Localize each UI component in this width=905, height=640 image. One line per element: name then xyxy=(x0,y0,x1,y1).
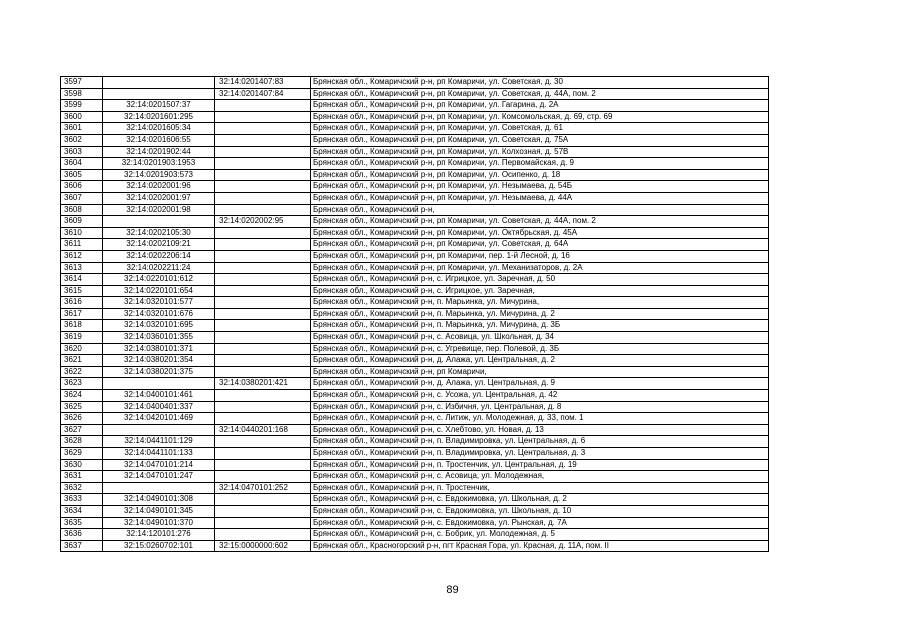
address-cell: Брянская обл., Комаричский р-н, д. Алажа, ул. Центральная, д. 2 xyxy=(311,355,769,367)
related-cadastral-number-cell xyxy=(215,100,311,112)
row-number: 3612 xyxy=(61,250,103,262)
address-cell: Брянская обл., Комаричский р-н, рп Комаричи, ул. Советская, д. 30 xyxy=(311,77,769,89)
cadastral-number-cell: 32:14:0320101:577 xyxy=(103,297,215,309)
cadastral-number-cell: 32:14:0400101:461 xyxy=(103,390,215,402)
table-row xyxy=(61,285,769,297)
row-number: 3609 xyxy=(61,216,103,228)
related-cadastral-number-cell xyxy=(215,459,311,471)
related-cadastral-number-cell: 32:14:0440201:168 xyxy=(215,424,311,436)
address-cell: Брянская обл., Комаричский р-н, с. Избичня, ул. Центральная, д. 8 xyxy=(311,401,769,413)
address-cell: Брянская обл., Комаричский р-н, с. Игрицкое, ул. Заречная, xyxy=(311,285,769,297)
table-row xyxy=(61,227,769,239)
property-table xyxy=(60,76,769,552)
table-row xyxy=(61,320,769,332)
table-row xyxy=(61,100,769,112)
related-cadastral-number-cell xyxy=(215,239,311,251)
row-number: 3601 xyxy=(61,123,103,135)
related-cadastral-number-cell xyxy=(215,448,311,460)
related-cadastral-number-cell xyxy=(215,401,311,413)
address-cell: Брянская обл., Комаричский р-н, п. Марьинка, ул. Мичурина, д. 2 xyxy=(311,308,769,320)
cadastral-number-cell: 32:14:0202211:24 xyxy=(103,262,215,274)
row-number: 3622 xyxy=(61,366,103,378)
related-cadastral-number-cell xyxy=(215,227,311,239)
row-number: 3624 xyxy=(61,390,103,402)
address-cell: Брянская обл., Комаричский р-н, п. Марьинка, ул. Мичурина, д. 3Б xyxy=(311,320,769,332)
row-number: 3608 xyxy=(61,204,103,216)
table-row xyxy=(61,529,769,541)
row-number: 3625 xyxy=(61,401,103,413)
table-row xyxy=(61,355,769,367)
table-row xyxy=(61,158,769,170)
row-number: 3607 xyxy=(61,192,103,204)
table-row xyxy=(61,123,769,135)
address-cell: Брянская обл., Комаричский р-н, с. Асовица, ул. Молодежная, xyxy=(311,471,769,483)
table-row xyxy=(61,239,769,251)
table-row xyxy=(61,262,769,274)
address-cell: Брянская обл., Комаричский р-н, рп Комаричи, ул. Первомайская, д. 9 xyxy=(311,158,769,170)
cadastral-number-cell: 32:14:0202001:98 xyxy=(103,204,215,216)
cadastral-number-cell: 32:14:0202105:30 xyxy=(103,227,215,239)
related-cadastral-number-cell xyxy=(215,169,311,181)
table-row xyxy=(61,146,769,158)
cadastral-number-cell: 32:14:0420101:469 xyxy=(103,413,215,425)
address-cell: Брянская обл., Комаричский р-н, с. Усожа, ул. Центральная, д. 42 xyxy=(311,390,769,402)
address-cell: Брянская обл., Комаричский р-н, рп Комаричи, ул. Советская, д. 44А, пом. 2 xyxy=(311,88,769,100)
row-number: 3603 xyxy=(61,146,103,158)
row-number: 3618 xyxy=(61,320,103,332)
table-row xyxy=(61,297,769,309)
cadastral-number-cell xyxy=(103,216,215,228)
row-number: 3635 xyxy=(61,517,103,529)
address-cell: Брянская обл., Комаричский р-н, рп Комаричи, ул. Советская, д. 61 xyxy=(311,123,769,135)
address-cell: Брянская обл., Комаричский р-н, рп Комаричи, ул. Механизаторов, д. 2А xyxy=(311,262,769,274)
row-number: 3599 xyxy=(61,100,103,112)
related-cadastral-number-cell xyxy=(215,158,311,170)
row-number: 3619 xyxy=(61,332,103,344)
table-row xyxy=(61,332,769,344)
row-number: 3636 xyxy=(61,529,103,541)
cadastral-number-cell: 32:14:0360101:355 xyxy=(103,332,215,344)
row-number: 3606 xyxy=(61,181,103,193)
row-number: 3598 xyxy=(61,88,103,100)
row-number: 3627 xyxy=(61,424,103,436)
table-row xyxy=(61,494,769,506)
address-cell: Брянская обл., Комаричский р-н, п. Владимировка, ул. Центральная, д. 6 xyxy=(311,436,769,448)
row-number: 3630 xyxy=(61,459,103,471)
table-row xyxy=(61,204,769,216)
cadastral-number-cell: 32:14:0201605:34 xyxy=(103,123,215,135)
row-number: 3633 xyxy=(61,494,103,506)
cadastral-number-cell: 32:14:0470101:247 xyxy=(103,471,215,483)
related-cadastral-number-cell xyxy=(215,134,311,146)
address-cell: Брянская обл., Комаричский р-н, рп Комаричи, ул. Советская, д. 44А, пом. 2 xyxy=(311,216,769,228)
row-number: 3632 xyxy=(61,482,103,494)
related-cadastral-number-cell: 32:14:0202002:95 xyxy=(215,216,311,228)
address-cell: Брянская обл., Комаричский р-н, рп Комаричи, ул. Незымаева, д. 54Б xyxy=(311,181,769,193)
table-row xyxy=(61,448,769,460)
related-cadastral-number-cell xyxy=(215,146,311,158)
address-cell: Брянская обл., Комаричский р-н, п. Марьинка, ул. Мичурина, xyxy=(311,297,769,309)
address-cell: Брянская обл., Комаричский р-н, с. Литиж, ул. Молодежная, д. 33, пом. 1 xyxy=(311,413,769,425)
cadastral-number-cell: 32:14:0380101:371 xyxy=(103,343,215,355)
address-cell: Брянская обл., Комаричский р-н, с. Евдокимовка, ул. Школьная, д. 2 xyxy=(311,494,769,506)
related-cadastral-number-cell xyxy=(215,529,311,541)
cadastral-number-cell: 32:14:0320101:676 xyxy=(103,308,215,320)
row-number: 3620 xyxy=(61,343,103,355)
address-cell: Брянская обл., Красногорский р-н, пгт Красная Гора, ул. Красная, д. 11А, пом. II xyxy=(311,540,769,552)
cadastral-number-cell xyxy=(103,378,215,390)
cadastral-number-cell: 32:14:0380201:354 xyxy=(103,355,215,367)
related-cadastral-number-cell: 32:14:0470101:252 xyxy=(215,482,311,494)
related-cadastral-number-cell xyxy=(215,181,311,193)
cadastral-number-cell: 32:14:0220101:612 xyxy=(103,274,215,286)
related-cadastral-number-cell xyxy=(215,343,311,355)
related-cadastral-number-cell: 32:14:0201407:83 xyxy=(215,77,311,89)
address-cell: Брянская обл., Комаричский р-н, с. Асовица, ул. Школьная, д. 34 xyxy=(311,332,769,344)
cadastral-number-cell: 32:14:0470101:214 xyxy=(103,459,215,471)
table-row xyxy=(61,274,769,286)
related-cadastral-number-cell xyxy=(215,297,311,309)
table-body xyxy=(61,77,769,552)
cadastral-number-cell xyxy=(103,482,215,494)
table-row xyxy=(61,192,769,204)
cadastral-number-cell: 32:14:0201507:37 xyxy=(103,100,215,112)
cadastral-number-cell xyxy=(103,88,215,100)
row-number: 3611 xyxy=(61,239,103,251)
row-number: 3615 xyxy=(61,285,103,297)
table-row xyxy=(61,436,769,448)
address-cell: Брянская обл., Комаричский р-н, д. Алажа, ул. Центральная, д. 9 xyxy=(311,378,769,390)
related-cadastral-number-cell xyxy=(215,320,311,332)
cadastral-number-cell: 32:14:0201903:573 xyxy=(103,169,215,181)
table-row xyxy=(61,169,769,181)
related-cadastral-number-cell: 32:15:0000000:602 xyxy=(215,540,311,552)
related-cadastral-number-cell xyxy=(215,494,311,506)
related-cadastral-number-cell: 32:14:0380201:421 xyxy=(215,378,311,390)
cadastral-number-cell: 32:14:0202001:97 xyxy=(103,192,215,204)
related-cadastral-number-cell xyxy=(215,355,311,367)
row-number: 3597 xyxy=(61,77,103,89)
table-row xyxy=(61,88,769,100)
row-number: 3628 xyxy=(61,436,103,448)
row-number: 3610 xyxy=(61,227,103,239)
cadastral-number-cell: 32:14:0220101:654 xyxy=(103,285,215,297)
row-number: 3617 xyxy=(61,308,103,320)
cadastral-number-cell: 32:14:0490101:370 xyxy=(103,517,215,529)
address-cell: Брянская обл., Комаричский р-н, п. Владимировка, ул. Центральная, д. 3 xyxy=(311,448,769,460)
related-cadastral-number-cell xyxy=(215,123,311,135)
row-number: 3602 xyxy=(61,134,103,146)
table-row xyxy=(61,134,769,146)
row-number: 3604 xyxy=(61,158,103,170)
table-row xyxy=(61,378,769,390)
related-cadastral-number-cell xyxy=(215,436,311,448)
address-cell: Брянская обл., Комаричский р-н, рп Комаричи, ул. Гагарина, д. 2А xyxy=(311,100,769,112)
row-number: 3634 xyxy=(61,505,103,517)
row-number: 3616 xyxy=(61,297,103,309)
address-cell: Брянская обл., Комаричский р-н, рп Комаричи, ул. Осипенко, д. 18 xyxy=(311,169,769,181)
table-row xyxy=(61,517,769,529)
address-cell: Брянская обл., Комаричский р-н, с. Бобрик, ул. Молодежная, д. 5 xyxy=(311,529,769,541)
related-cadastral-number-cell xyxy=(215,111,311,123)
table-row xyxy=(61,216,769,228)
cadastral-number-cell xyxy=(103,77,215,89)
address-cell: Брянская обл., Комаричский р-н, рп Комаричи, ул. Октябрьская, д. 45А xyxy=(311,227,769,239)
page-number: 89 xyxy=(446,584,459,596)
cadastral-number-cell: 32:14:0201903:1953 xyxy=(103,158,215,170)
cadastral-number-cell: 32:14:0490101:345 xyxy=(103,505,215,517)
table-row xyxy=(61,505,769,517)
table-row xyxy=(61,540,769,552)
address-cell: Брянская обл., Комаричский р-н, рп Комаричи, ул. Советская, д. 75А xyxy=(311,134,769,146)
cadastral-number-cell: 32:14:0202206:14 xyxy=(103,250,215,262)
related-cadastral-number-cell xyxy=(215,505,311,517)
table-row xyxy=(61,390,769,402)
row-number: 3621 xyxy=(61,355,103,367)
row-number: 3631 xyxy=(61,471,103,483)
related-cadastral-number-cell xyxy=(215,517,311,529)
related-cadastral-number-cell xyxy=(215,332,311,344)
row-number: 3605 xyxy=(61,169,103,181)
address-cell: Брянская обл., Комаричский р-н, п. Тростенчик, xyxy=(311,482,769,494)
related-cadastral-number-cell xyxy=(215,390,311,402)
cadastral-number-cell: 32:14:0202001:96 xyxy=(103,181,215,193)
table-row xyxy=(61,111,769,123)
table-row xyxy=(61,77,769,89)
cadastral-number-cell: 32:14:0441101:133 xyxy=(103,448,215,460)
address-cell: Брянская обл., Комаричский р-н, с. Игрицкое, ул. Заречная, д. 50 xyxy=(311,274,769,286)
table-row xyxy=(61,424,769,436)
related-cadastral-number-cell xyxy=(215,471,311,483)
address-cell: Брянская обл., Комаричский р-н, с. Угревище, пер. Полевой, д. 3Б xyxy=(311,343,769,355)
cadastral-number-cell: 32:14:120101:276 xyxy=(103,529,215,541)
address-cell: Брянская обл., Комаричский р-н, xyxy=(311,204,769,216)
related-cadastral-number-cell: 32:14:0201407:84 xyxy=(215,88,311,100)
table-row xyxy=(61,250,769,262)
address-cell: Брянская обл., Комаричский р-н, рп Комаричи, ул. Незымаева, д. 44А xyxy=(311,192,769,204)
row-number: 3637 xyxy=(61,540,103,552)
cadastral-number-cell: 32:14:0201601:295 xyxy=(103,111,215,123)
cadastral-number-cell xyxy=(103,424,215,436)
row-number: 3614 xyxy=(61,274,103,286)
cadastral-number-cell: 32:14:0320101:695 xyxy=(103,320,215,332)
address-cell: Брянская обл., Комаричский р-н, рп Комаричи, ул. Колхозная, д. 57В xyxy=(311,146,769,158)
address-cell: Брянская обл., Комаричский р-н, с. Евдокимовка, ул. Школьная, д. 10 xyxy=(311,505,769,517)
table-row xyxy=(61,181,769,193)
related-cadastral-number-cell xyxy=(215,366,311,378)
table-row xyxy=(61,413,769,425)
address-cell: Брянская обл., Комаричский р-н, с. Евдокимовка, ул. Рынская, д. 7А xyxy=(311,517,769,529)
related-cadastral-number-cell xyxy=(215,250,311,262)
table-row xyxy=(61,482,769,494)
related-cadastral-number-cell xyxy=(215,192,311,204)
table-row xyxy=(61,471,769,483)
address-cell: Брянская обл., Комаричский р-н, рп Комаричи, ул. Советская, д. 64А xyxy=(311,239,769,251)
address-cell: Брянская обл., Комаричский р-н, рп Комаричи, ул. Комсомольская, д. 69, стр. 69 xyxy=(311,111,769,123)
row-number: 3623 xyxy=(61,378,103,390)
table-row xyxy=(61,401,769,413)
row-number: 3600 xyxy=(61,111,103,123)
related-cadastral-number-cell xyxy=(215,274,311,286)
related-cadastral-number-cell xyxy=(215,204,311,216)
table-row xyxy=(61,308,769,320)
row-number: 3626 xyxy=(61,413,103,425)
related-cadastral-number-cell xyxy=(215,413,311,425)
cadastral-number-cell: 32:14:0380201:375 xyxy=(103,366,215,378)
table-row xyxy=(61,459,769,471)
table-row xyxy=(61,343,769,355)
related-cadastral-number-cell xyxy=(215,262,311,274)
cadastral-number-cell: 32:14:0490101:308 xyxy=(103,494,215,506)
cadastral-number-cell: 32:14:0400401:337 xyxy=(103,401,215,413)
row-number: 3629 xyxy=(61,448,103,460)
cadastral-number-cell: 32:14:0201606:55 xyxy=(103,134,215,146)
related-cadastral-number-cell xyxy=(215,308,311,320)
address-cell: Брянская обл., Комаричский р-н, рп Комаричи, пер. 1-й Лесной, д. 16 xyxy=(311,250,769,262)
address-cell: Брянская обл., Комаричский р-н, рп Комаричи, xyxy=(311,366,769,378)
related-cadastral-number-cell xyxy=(215,285,311,297)
cadastral-number-cell: 32:14:0201902:44 xyxy=(103,146,215,158)
cadastral-number-cell: 32:14:0441101:129 xyxy=(103,436,215,448)
cadastral-number-cell: 32:14:0202109:21 xyxy=(103,239,215,251)
row-number: 3613 xyxy=(61,262,103,274)
table-row xyxy=(61,366,769,378)
address-cell: Брянская обл., Комаричский р-н, с. Хлебтово, ул. Новая, д. 13 xyxy=(311,424,769,436)
cadastral-number-cell: 32:15:0260702:101 xyxy=(103,540,215,552)
address-cell: Брянская обл., Комаричский р-н, п. Тростенчик, ул. Центральная, д. 19 xyxy=(311,459,769,471)
